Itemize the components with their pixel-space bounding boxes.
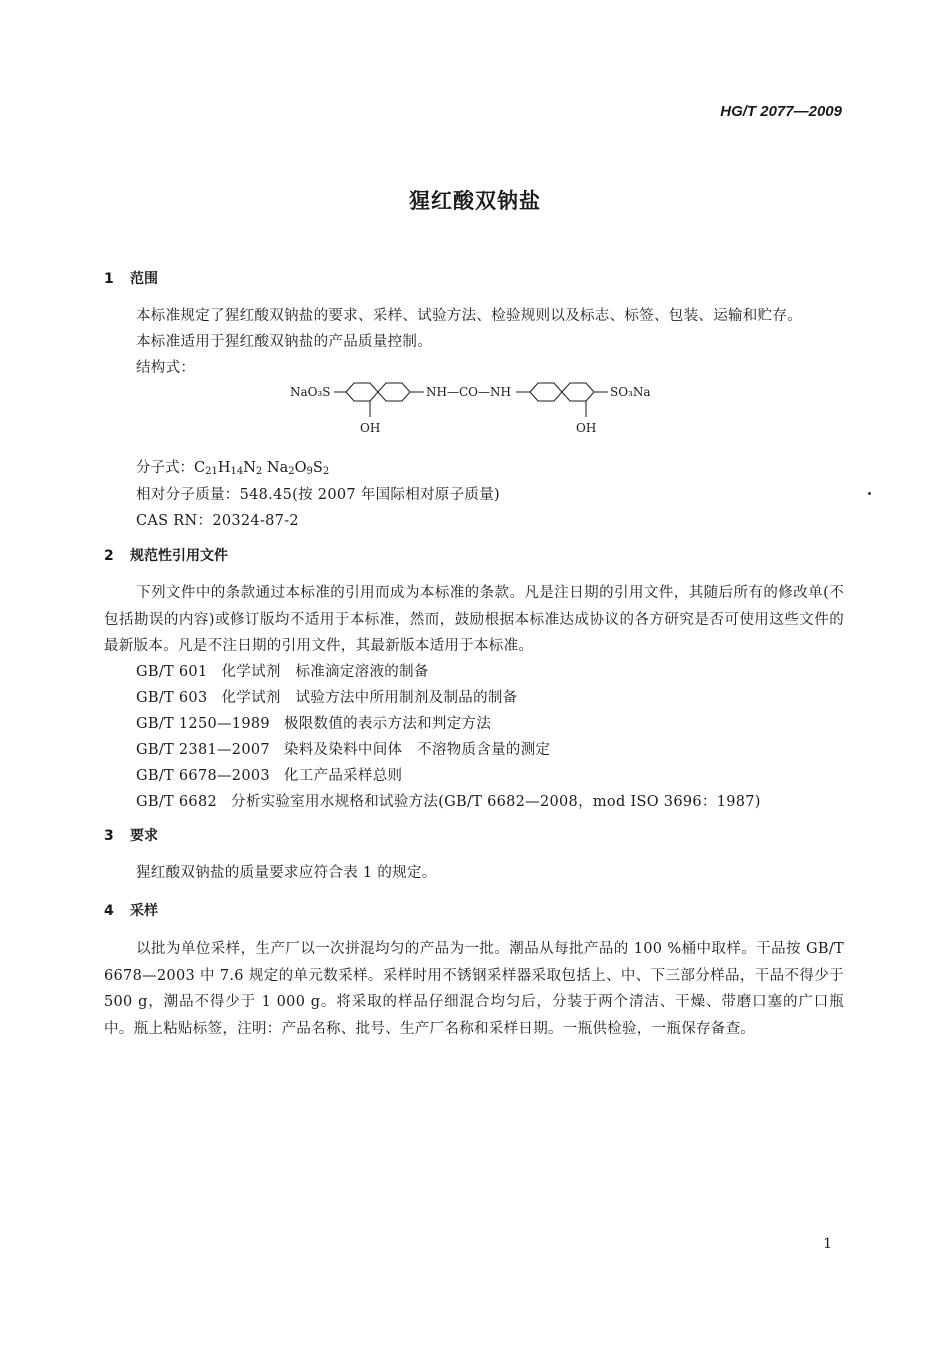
standard-code: HG/T 2077—2009 bbox=[720, 103, 842, 120]
structural-formula bbox=[290, 372, 670, 452]
section-number: 2 bbox=[104, 548, 114, 564]
reference-title: 分析实验室用水规格和试验方法(GB/T 6682—2008，mod ISO 3696：1987) bbox=[231, 794, 761, 810]
formula-count: 2 bbox=[288, 466, 295, 477]
cas-number: CAS RN：20324-87-2 bbox=[136, 513, 299, 529]
reference-item bbox=[136, 712, 491, 733]
section-title: 规范性引用文件 bbox=[130, 548, 228, 564]
reference-code: GB/T 2381—2007 bbox=[136, 742, 270, 758]
formula-element: Na bbox=[262, 460, 289, 476]
reference-code: GB/T 1250—1989 bbox=[136, 716, 270, 732]
section-title: 要求 bbox=[130, 828, 158, 844]
requirements-text: 猩红酸双钠盐的质量要求应符合表 1 的规定。 bbox=[136, 865, 437, 881]
molecular-mass: 相对分子质量：548.45(按 2007 年国际相对原子质量) bbox=[136, 487, 500, 503]
right-sulfonate-label: SO₃Na bbox=[610, 385, 651, 399]
scope-line-2: 本标准适用于猩红酸双钠盐的产品质量控制。 bbox=[136, 334, 432, 350]
urea-bridge-label: NH—CO—NH bbox=[426, 385, 511, 399]
reference-title: 化学试剂 试验方法中所用制剂及制品的制备 bbox=[221, 690, 518, 706]
right-hydroxyl-label: OH bbox=[576, 421, 597, 435]
section-2-heading bbox=[104, 545, 228, 565]
formula-count: 14 bbox=[230, 466, 244, 477]
reference-item bbox=[136, 764, 402, 785]
document-title: 猩红酸双钠盐 bbox=[409, 189, 541, 213]
left-sulfonate-label: NaO₃S bbox=[290, 385, 331, 399]
reference-item bbox=[136, 790, 761, 811]
section-1-heading bbox=[104, 268, 158, 288]
section-number: 1 bbox=[104, 271, 114, 287]
formula-element: S bbox=[312, 460, 323, 476]
structure-label: 结构式： bbox=[136, 360, 196, 376]
section-number: 3 bbox=[104, 828, 114, 844]
section-number: 4 bbox=[104, 903, 114, 919]
reference-code: GB/T 603 bbox=[136, 690, 208, 706]
section-3-heading bbox=[104, 825, 158, 845]
reference-code: GB/T 6678—2003 bbox=[136, 768, 270, 784]
reference-title: 化学试剂 标准滴定溶液的制备 bbox=[221, 664, 429, 680]
left-hydroxyl-label: OH bbox=[360, 421, 381, 435]
scope-line-1: 本标准规定了猩红酸双钠盐的要求、采样、试验方法、检验规则以及标志、标签、包装、运输和贮存。 bbox=[136, 308, 802, 324]
sampling-paragraph bbox=[104, 936, 844, 1042]
molecular-formula bbox=[136, 456, 329, 477]
reference-item bbox=[136, 738, 550, 759]
section-4-heading bbox=[104, 900, 158, 920]
formula-element: H bbox=[217, 460, 231, 476]
reference-code: GB/T 601 bbox=[136, 664, 208, 680]
page-number: 1 bbox=[823, 1236, 832, 1252]
section-title: 采样 bbox=[130, 903, 158, 919]
reference-title: 染料及染料中间体 不溶物质含量的测定 bbox=[283, 742, 551, 758]
formula-element: C bbox=[194, 460, 206, 476]
reference-title: 极限数值的表示方法和判定方法 bbox=[283, 716, 492, 732]
reference-code: GB/T 6682 bbox=[136, 794, 218, 810]
scan-speck bbox=[868, 492, 871, 495]
section-title: 范围 bbox=[130, 271, 158, 287]
formula-count: 9 bbox=[306, 466, 313, 477]
formula-element: O bbox=[294, 460, 307, 476]
reference-item bbox=[136, 660, 429, 681]
formula-count: 2 bbox=[255, 466, 263, 477]
formula-count: 2 bbox=[322, 466, 330, 477]
reference-title: 化工产品采样总则 bbox=[283, 768, 403, 784]
reference-item bbox=[136, 686, 517, 707]
formula-label: 分子式： bbox=[136, 460, 194, 476]
paragraph-text: 以批为单位采样，生产厂以一次拼混均匀的产品为一批。潮品从每批产品的 100 %桶中取样。干品按 GB/T 6678—2003 中 7.6 规定的单元数采样。采样时用不锈钢采样器采取包括上、中、下三部分样品，干品不得少于 500 g，潮品不得少于 1 000 g。将采取的样品仔细混合均匀后，分装于两个清洁、干燥、带磨口塞的广口瓶中。瓶上粘贴标签，注明：产品名称、批号、生产厂名称和采样日期。一瓶供检验，一瓶保存备查。 bbox=[104, 941, 844, 1037]
normative-references-paragraph bbox=[104, 580, 844, 660]
paragraph-text: 下列文件中的条款通过本标准的引用而成为本标准的条款。凡是注日期的引用文件，其随后所有的修改单(不包括勘误的内容)或修订版均不适用于本标准，然而，鼓励根据本标准达成协议的各方研究是否可使用这些文件的最新版本。凡是不注日期的引用文件，其最新版本适用于本标准。 bbox=[104, 585, 844, 654]
formula-element: N bbox=[243, 460, 256, 476]
formula-count: 21 bbox=[205, 466, 218, 477]
